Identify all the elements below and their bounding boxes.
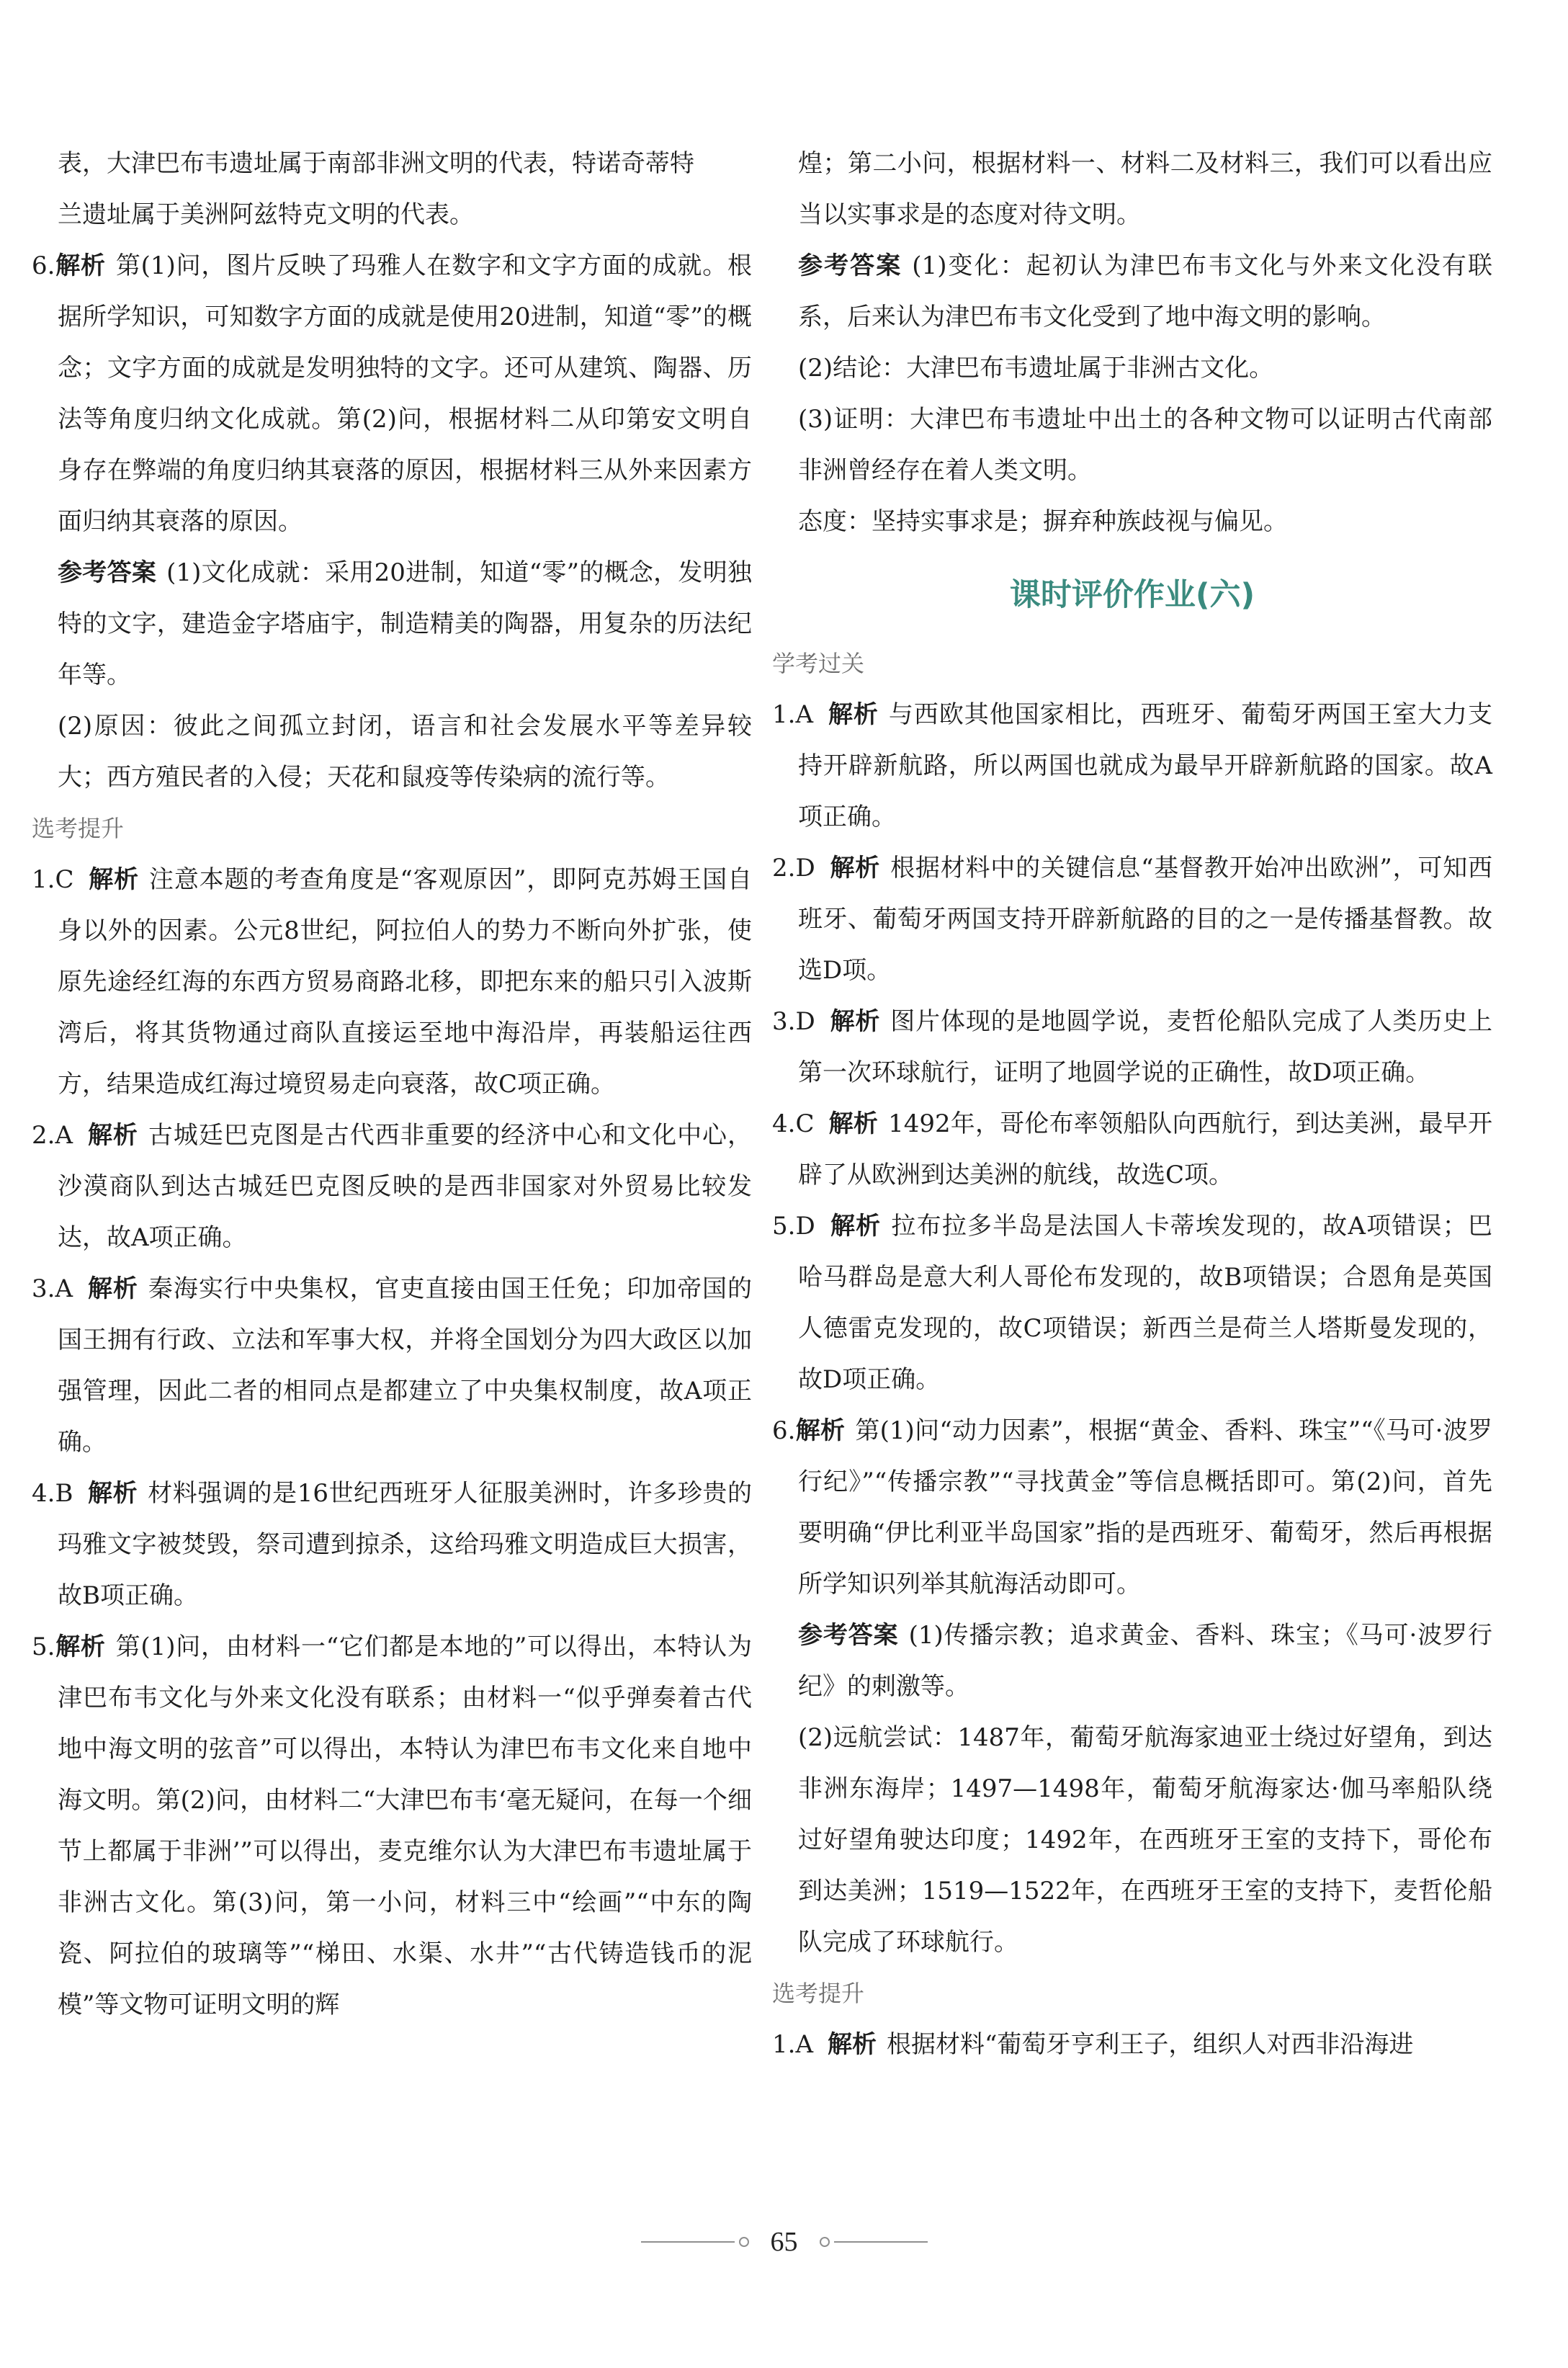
- list-item: [772, 2019, 1492, 2070]
- right-column: [772, 138, 1492, 2070]
- list-item: [772, 996, 1492, 1099]
- analysis-text: 古城廷巴克图是古代西非重要的经济中心和文化中心，沙漠商队到达古城廷巴克图反映的是西非国家对外贸易比较发达，故A项正确。: [58, 1121, 753, 1252]
- analysis-text: 第(1)问“动力因素”，根据“黄金、香料、珠宝”“《马可·波罗行纪》”“传播宗教”“寻找黄金”等信息概括即可。第(2)问，首先要明确“伊比利亚半岛国家”指的是西班牙、葡萄牙，然后再根据所学知识列举其航海活动即可。: [798, 1416, 1492, 1599]
- analysis-text: 根据材料“葡萄牙亨利王子，组织人对西非沿海进: [887, 2030, 1414, 2059]
- item-number: 3.: [32, 1274, 55, 1303]
- analysis-label: 解析: [88, 865, 139, 894]
- answer-block: [772, 241, 1492, 343]
- analysis-text: 注意本题的考查角度是“客观原因”，即阿克苏姆王国自身以外的因素。公元8世纪，阿拉伯人的势力不断向外扩张，使原先途经红海的东西方贸易商路北移，即把东来的船只引入波斯湾后，将其货物通过商队直接运至地中海沿岸，再装船运往西方，结果造成红海过境贸易走向衰落，故C项正确。: [58, 865, 752, 1099]
- answer-text-2: (2)结论：大津巴布韦遗址属于非洲古文化。: [798, 354, 1274, 383]
- analysis-label: 解析: [795, 1416, 846, 1445]
- analysis-text: 根据材料中的关键信息“基督教开始冲出欧洲”，可知西班牙、葡萄牙两国支持开辟新航路的目的之一是传播基督教。故选D项。: [798, 854, 1492, 985]
- section-label-advanced: 选考提升: [32, 815, 125, 842]
- item-choice: B: [55, 1479, 73, 1508]
- list-item: [32, 1110, 752, 1264]
- analysis-label: 解析: [828, 1109, 879, 1138]
- analysis-label: 解析: [87, 1274, 138, 1303]
- answer-text-2: (2)远航尝试：1487年，葡萄牙航海家迪亚士绕过好望角，到达非洲东海岸；1497—1498年，葡萄牙航海家达·伽马率船队绕过好望角驶达印度；1492年，在西班牙王室的支持下，哥伦布到达美洲；1519—1522年，在西班牙王室的支持下，麦哲伦船队完成了环球航行。: [798, 1723, 1492, 1957]
- question-6: [32, 241, 752, 548]
- list-item: [772, 689, 1492, 843]
- answer-block: [32, 548, 752, 701]
- answer-label: 参考答案: [58, 558, 157, 587]
- item-number: 5.: [772, 1212, 796, 1241]
- answer-text: (1)传播宗教；追求黄金、香料、珠宝；《马可·波罗行纪》的刺激等。: [798, 1621, 1493, 1701]
- item-number: 1.: [772, 700, 796, 729]
- answer-label: 参考答案: [798, 1621, 899, 1650]
- line-text: 兰遗址属于美洲阿兹特克文明的代表。: [58, 200, 474, 229]
- analysis-label: 解析: [828, 700, 879, 729]
- item-choice: A: [795, 2030, 814, 2059]
- analysis-label: 解析: [828, 2030, 877, 2059]
- item-choice: D: [795, 1007, 815, 1036]
- list-item: [32, 1468, 752, 1622]
- analysis-label: 解析: [55, 251, 106, 280]
- analysis-text: 秦海实行中央集权，官吏直接由国王任免；印加帝国的国王拥有行政、立法和军事大权，并将全国划分为四大政区以加强管理，因此二者的相同点是都建立了中央集权制度，故A项正确。: [58, 1274, 753, 1457]
- paragraph-continuation: 煌；第二小问，根据材料一、材料二及材料三，我们可以看出应当以实事求是的态度对待文明。: [798, 149, 1492, 229]
- item-number: 4.: [772, 1109, 796, 1138]
- answer-label: 参考答案: [798, 251, 902, 280]
- analysis-text: 拉布拉多半岛是法国人卡蒂埃发现的，故A项错误；巴哈马群岛是意大利人哥伦布发现的，故B项错误；合恩角是英国人德雷克发现的，故C项错误；新西兰是荷兰人塔斯曼发现的，故D项正确。: [798, 1212, 1493, 1394]
- analysis-text: 第(1)问，由材料一“它们都是本地的”可以得出，本特认为津巴布韦文化与外来文化没有联系；由材料一“似乎弹奏着古代地中海文明的弦音”可以得出，本特认为津巴布韦文化来自地中海文明。第(2)问，由材料二“大津巴布韦‘毫无疑问，在每一个细节上都属于非洲’”可以得出，麦克维尔认为大津巴布韦遗址属于非洲古文化。第(3)问，第一小问，材料三中“绘画”“中东的陶瓷、阿拉伯的玻璃等”“梯田、水渠、水井”“古代铸造钱币的泥模”等文物可证明文明的辉: [58, 1632, 752, 2019]
- analysis-label: 解析: [829, 1007, 881, 1036]
- footer-ornament-right: [820, 2237, 830, 2247]
- footer-divider-right: [834, 2241, 928, 2243]
- analysis-label: 解析: [87, 1121, 138, 1150]
- footer-ornament-left: [739, 2237, 749, 2247]
- page-footer: [0, 2220, 1568, 2264]
- list-item: [772, 843, 1492, 996]
- answer-text: (1)变化：起初认为津巴布韦文化与外来文化没有联系，后来认为津巴布韦文化受到了地中海文明的影响。: [798, 251, 1492, 331]
- item-number: 3.: [772, 1007, 796, 1036]
- page-number: 65: [770, 2227, 798, 2257]
- analysis-text: 图片体现的是地圆学说，麦哲伦船队完成了人类历史上第一次环球航行，证明了地圆学说的正确性，故D项正确。: [798, 1007, 1493, 1087]
- paragraph-continuation: [32, 138, 752, 241]
- item-choice: D: [795, 1212, 815, 1241]
- item-choice: A: [55, 1121, 73, 1150]
- footer-divider-left: [641, 2241, 735, 2243]
- line-text: 表，大津巴布韦遗址属于南部非洲文明的代表，特诺奇蒂特: [58, 149, 694, 178]
- item-number: 2.: [772, 854, 796, 883]
- unit-title: 课时评价作业(六): [1009, 577, 1255, 613]
- analysis-label: 解析: [55, 1632, 106, 1661]
- item-choice: A: [55, 1274, 73, 1303]
- analysis-text: 第(1)问，图片反映了玛雅人在数字和文字方面的成就。根据所学知识，可知数字方面的成就是使用20进制，知道“零”的概念；文字方面的成就是发明独特的文字。还可从建筑、陶器、历法等角度归纳文化成就。第(2)问，根据材料二从印第安文明自身存在弊端的角度归纳其衰落的原因，根据材料三从外来因素方面归纳其衰落的原因。: [58, 251, 752, 536]
- list-item: [772, 1201, 1492, 1406]
- item-number: 1.: [772, 2030, 796, 2059]
- question-6: [772, 1406, 1492, 1610]
- analysis-label: 解析: [829, 854, 881, 883]
- answer-text-3: (3)证明：大津巴布韦遗址中出土的各种文物可以证明古代南部非洲曾经存在着人类文明。: [798, 405, 1492, 485]
- answer-text-2: (2)原因：彼此之间孤立封闭，语言和社会发展水平等差异较大；西方殖民者的入侵；天花和鼠疫等传染病的流行等。: [58, 712, 752, 792]
- item-number: 4.: [32, 1479, 55, 1508]
- section-label-basic: 学考过关: [772, 650, 865, 677]
- item-number: 1.: [32, 865, 55, 894]
- section-label-advanced: 选考提升: [772, 1980, 865, 2007]
- list-item: [32, 854, 752, 1110]
- item-choice: C: [795, 1109, 815, 1138]
- item-number: 2.: [32, 1121, 55, 1150]
- question-number: 6.: [772, 1416, 796, 1445]
- list-item: [32, 1622, 752, 2031]
- list-item: [32, 1264, 752, 1468]
- item-choice: A: [795, 700, 814, 729]
- question-number: 6.: [32, 251, 55, 280]
- analysis-text: 材料强调的是16世纪西班牙人征服美洲时，许多珍贵的玛雅文字被焚毁，祭司遭到掠杀，这给玛雅文明造成巨大损害，故B项正确。: [58, 1479, 752, 1610]
- analysis-label: 解析: [87, 1479, 138, 1508]
- left-column: [32, 138, 752, 2031]
- item-choice: D: [795, 854, 815, 883]
- analysis-text: 与西欧其他国家相比，西班牙、葡萄牙两国王室大力支持开辟新航路，所以两国也就成为最早开辟新航路的国家。故A项正确。: [798, 700, 1493, 831]
- analysis-label: 解析: [829, 1212, 882, 1241]
- answer-block: [772, 1610, 1492, 1712]
- item-number: 5.: [32, 1632, 55, 1661]
- answer-text: (1)文化成就：采用20进制，知道“零”的概念，发明独特的文字，建造金字塔庙宇，制造精美的陶器，用复杂的历法纪年等。: [58, 558, 753, 689]
- item-choice: C: [55, 865, 74, 894]
- analysis-text: 1492年，哥伦布率领船队向西航行，到达美洲，最早开辟了从欧洲到达美洲的航线，故选C项。: [798, 1109, 1493, 1189]
- answer-text-4: 态度：坚持实事求是；摒弃种族歧视与偏见。: [798, 507, 1288, 536]
- list-item: [772, 1099, 1492, 1201]
